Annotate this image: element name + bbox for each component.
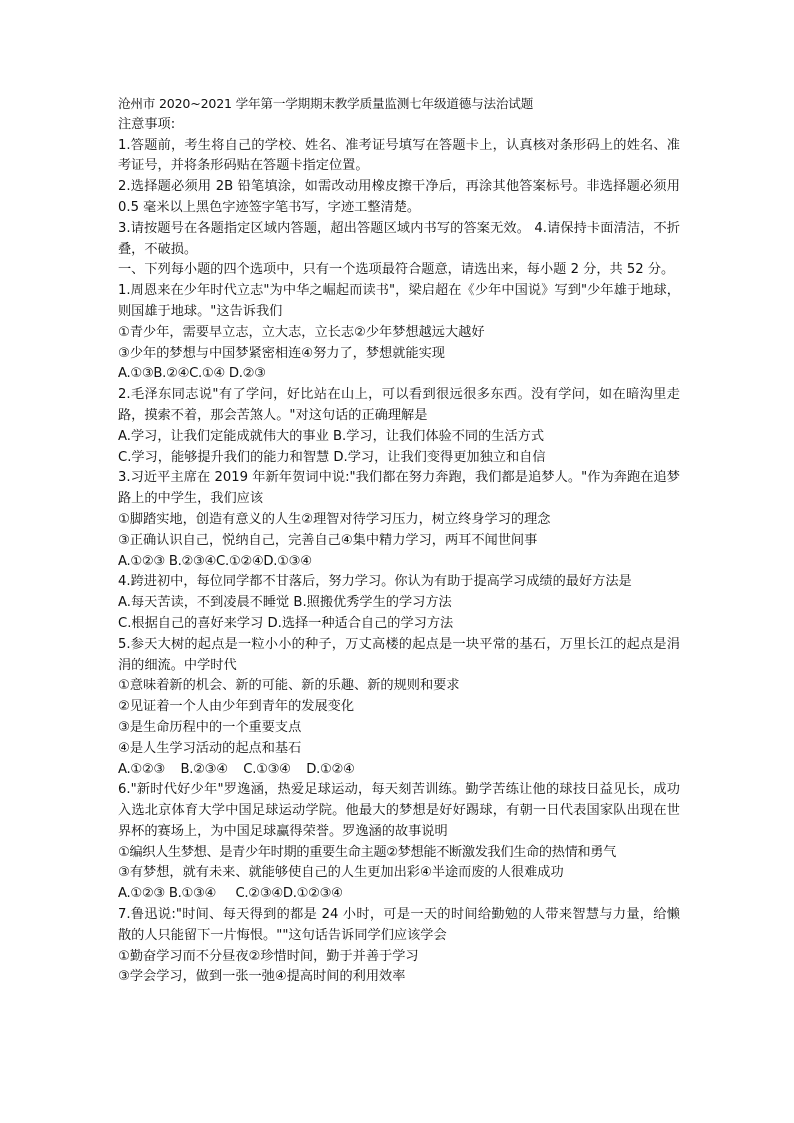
question-1 (118, 281, 680, 385)
question-stem: 1.周恩来在少年时代立志"为中华之崛起而读书"，梁启超在《少年中国说》写到"少年雄于地球，则国雄于地球。"这告诉我们 (118, 283, 680, 319)
question-line: ①脚踏实地，创造有意义的人生②理智对待学习压力，树立终身学习的理念 (118, 511, 551, 527)
question-line: ③正确认识自己，悦纳自己，完善自己④集中精力学习，两耳不闻世间事 (118, 532, 538, 548)
question-stem: 4.跨进初中，每位同学都不甘落后，努力学习。你认为有助于提高学习成绩的最好方法是 (118, 574, 632, 590)
question-line: ①勤奋学习而不分昼夜②珍惜时间，勤于并善于学习 (118, 948, 419, 964)
question-line: ②见证着一个人由少年到青年的发展变化 (118, 699, 355, 715)
answer-options: A.①②③ B.①③④ C.②③④D.①②③④ (118, 886, 343, 902)
note-2: 2.选择题必须用 2B 铅笔填涂，如需改动用橡皮擦干净后，再涂其他答案标号。非选择题必须用 0.5 毫米以上黑色字迹签字笔书写，字迹工整清楚。 (118, 179, 680, 215)
question-line: ④是人生学习活动的起点和基石 (118, 740, 302, 756)
question-5 (118, 635, 680, 781)
question-4 (118, 572, 680, 634)
question-stem: 5.参天大树的起点是一粒小小的种子，万丈高楼的起点是一块平常的基石，万里长江的起点是涓涓的细流。中学时代 (118, 636, 680, 673)
answer-options: A.学习，让我们定能成就伟大的事业 B.学习，让我们体验不同的生活方式 (118, 428, 545, 444)
answer-options: C.学习，能够提升我们的能力和智慧 D.学习，让我们变得更加独立和自信 (118, 449, 546, 465)
question-stem: 3.习近平主席在 2019 年新年贺词中说:"我们都在努力奔跑，我们都是追梦人。"作为奔跑在追梦路上的中学生，我们应该 (118, 470, 680, 507)
question-3 (118, 468, 680, 572)
question-stem: 2.毛泽东同志说"有了学问，好比站在山上，可以看到很远很多东西。没有学问，如在暗沟里走路，摸索不着，那会苦煞人。"对这句话的正确理解是 (118, 387, 680, 423)
question-line: ③少年的梦想与中国梦紧密相连④努力了，梦想就能实现 (118, 345, 445, 361)
answer-options: A.①②③ B.②③④C.①②④D.①③④ (118, 553, 312, 569)
question-stem: 7.鲁迅说:"时间、每天得到的都是 24 小时，可是一天的时间给勤勉的人带来智慧与力量，给懒散的人只能留下一片悔恨。""这句话告诉同学们应该学会 (118, 907, 680, 943)
notes-heading: 注意事项: (118, 116, 176, 132)
question-line: ③有梦想，就有未来、就能够使自己的人生更加出彩④半途而废的人很难成功 (118, 865, 564, 881)
note-3: 3.请按题号在各题指定区域内答题，超出答题区域内书写的答案无效。 4.请保持卡面清洁，不折叠，不破损。 (118, 220, 680, 257)
section-heading: 一、下列每小题的四个选项中，只有一个选项最符合题意，请选出来，每小题 2 分，共 52 分。 (118, 262, 675, 278)
question-line: ①编织人生梦想、是青少年时期的重要生命主题②梦想能不断激发我们生命的热情和勇气 (118, 844, 616, 860)
question-6 (118, 780, 680, 905)
exam-page (118, 94, 680, 988)
question-7 (118, 905, 680, 988)
answer-options: A.①③B.②④C.①④ D.②③ (118, 366, 266, 382)
exam-title: 沧州市 2020~2021 学年第一学期期末教学质量监测七年级道德与法治试题 (118, 96, 534, 111)
answer-options: C.根据自己的喜好来学习 D.选择一种适合自己的学习方法 (118, 615, 454, 631)
answer-options: A.每天苦读，不到凌晨不睡觉 B.照搬优秀学生的学习方法 (118, 595, 452, 611)
question-line: ①意味着新的机会、新的可能、新的乐趣、新的规则和要求 (118, 678, 460, 694)
question-line: ③学会学习，做到一张一弛④提高时间的利用效率 (118, 969, 406, 985)
question-line: ③是生命历程中的一个重要支点 (118, 719, 302, 735)
question-2 (118, 385, 680, 468)
answer-options: A.①②③ B.②③④ C.①③④ D.①②④ (118, 761, 355, 777)
question-line: ①青少年，需要早立志，立大志，立长志②少年梦想越远大越好 (118, 324, 485, 340)
note-1: 1.答题前，考生将自己的学校、姓名、准考证号填写在答题卡上，认真核对条形码上的姓名、准考证号，并将条形码贴在答题卡指定位置。 (118, 137, 680, 174)
question-stem: 6."新时代好少年"罗逸涵，热爱足球运动，每天刻苦训练。勤学苦练让他的球技日益见长，成功入选北京体育大学中国足球运动学院。他最大的梦想是好好踢球，有朝一日代表国家队出现在世界杯的赛场上，为中国足球赢得荣誉。罗逸涵的故事说明 (118, 782, 680, 839)
